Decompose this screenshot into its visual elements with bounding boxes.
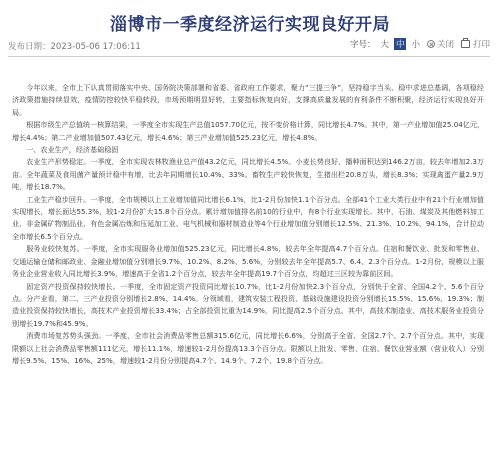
article-paragraph: 固定资产投资保持较快增长。一季度，全市固定资产投资同比增长10.7%，比1-2月份加快2.3个百分点，分别快于全省、全国4.2个、5.6个百分点。分产业看，第二、三产业投资分别增长2.8%、14.4%。分领域看，建筑安装工程投资、基础设施建设投资分别增长15.5%、15.6%、19.3%；制造业投资保持较快增长，高技术产业投资增长33.4%；占全部投资比重为14.9%，同比提高2.5个百分点。其中，高技术制造业、高技术服务业投资分别增长19.7%和45.9%。 bbox=[12, 281, 484, 328]
publish-date: 发布日期：2023-05-06 17:06:11 bbox=[8, 42, 141, 52]
article-paragraph: 今年以来，全市上下认真贯彻落实中央、国务院决策部署和省委、省政府工作要求，聚力“三提三争”，坚持稳字当头、稳中求进总基调，各项稳经济政策措施持续显效，疫情防控较快平稳转段，市场预期明显好转，主要指标恢复向好，支撑高质量发展的有利条件不断积聚，经济运行实现良好开局。 bbox=[12, 83, 484, 117]
font-size-control bbox=[350, 38, 422, 50]
article-paragraph: 工业生产稳步回升。一季度，全市规模以上工业增加值同比增长6.1%，比1-2月份加快1.1个百分点。全部41个工业大类行业中有21个行业增加值实现增长，增长面达55.3%，较1-2月份扩大15.8个百分点。累计增加值排名前10的行业中，有8个行业实现增长。其中，石油、煤炭及其他燃料加工业、非金属矿物制品业、有色金属冶炼和压延加工业、电气机械和器材制造业等4个行业增加值分别增长12.5%、21.3%、10.2%、94.1%，合计拉动全市增长6.5个百分点。 bbox=[12, 194, 484, 241]
printer-icon bbox=[461, 40, 470, 48]
print-button[interactable] bbox=[461, 38, 490, 50]
close-label: 关闭 bbox=[436, 40, 454, 50]
article-body bbox=[12, 82, 484, 451]
font-size-label: 字号： bbox=[349, 40, 376, 50]
page-title: 淄博市一季度经济运行实现良好开局 bbox=[110, 15, 390, 35]
article-paragraph: 消费市场复苏势头强劲。一季度，全市社会消费品零售总额315.6亿元，同比增长6.6%，分别高于全省、全国2.7个、2.7个百分点。其中，实现限额以上社会消费品零售额111亿元，增长11.1%，增速较1-2月份提高13.3个百分点。限额以上批发、零售、住宿、餐饮业营业额（营业收入）分别增长9.5%、15%、16%、25%，增速较1-2月份分别提高4.7个、14.9个、7.2个、19.8个百分点。 bbox=[12, 331, 484, 365]
article-paragraph: 农业生产形势稳定。一季度，全市实现农林牧渔业总产值43.2亿元，同比增长4.5%。小麦长势良好，播种面积达到146.2万亩，较去年增加2.3万亩。全年蔬菜及食用菌产量预计稳中有增，比去年同期增长10.4%、33%。畜牧生产较快恢复，生猪出栏20.8万头，增长8.3%；实现禽蛋产量2.9万吨，增长18.7%。 bbox=[12, 157, 484, 192]
header-divider bbox=[8, 56, 490, 57]
meta-bar bbox=[8, 36, 490, 54]
section-heading: 一、农业生产，经济基础稳固 bbox=[26, 145, 119, 155]
article-paragraph: 根据市级生产总值统一核算结果，一季度全市实现生产总值1057.70亿元，按不变价格计算，同比增长4.7%。其中，第一产业增加值25.04亿元，增长4.4%；第二产业增加值507.43亿元，增长4.6%；第三产业增加值525.23亿元，增长4.8%。 bbox=[12, 120, 485, 142]
font-size-medium-button[interactable]: 中 bbox=[395, 40, 405, 50]
font-size-small-button[interactable]: 小 bbox=[411, 40, 420, 50]
article-paragraph: 服务业较快复苏。一季度，全市实现服务业增加值525.23亿元，同比增长4.8%，较去年全年提高4.7个百分点。住宿和餐饮业、批发和零售业、交通运输仓储和邮政业、金融业增加值分别增长9.7%、10.2%、8.2%、5.6%，分别较去年全年提高5.7、6.4、2.3个百分点。1-2月份，规模以上服务业企业营业收入同比增长3.9%，增速高于全省1.2个百分点，较去年全年提高19.7个百分点，均超过三区较为靠前区间。 bbox=[12, 244, 484, 279]
font-size-large-button[interactable]: 大 bbox=[380, 40, 389, 50]
close-button[interactable] bbox=[427, 38, 454, 50]
close-icon bbox=[427, 40, 435, 48]
print-label: 打印 bbox=[472, 40, 490, 50]
